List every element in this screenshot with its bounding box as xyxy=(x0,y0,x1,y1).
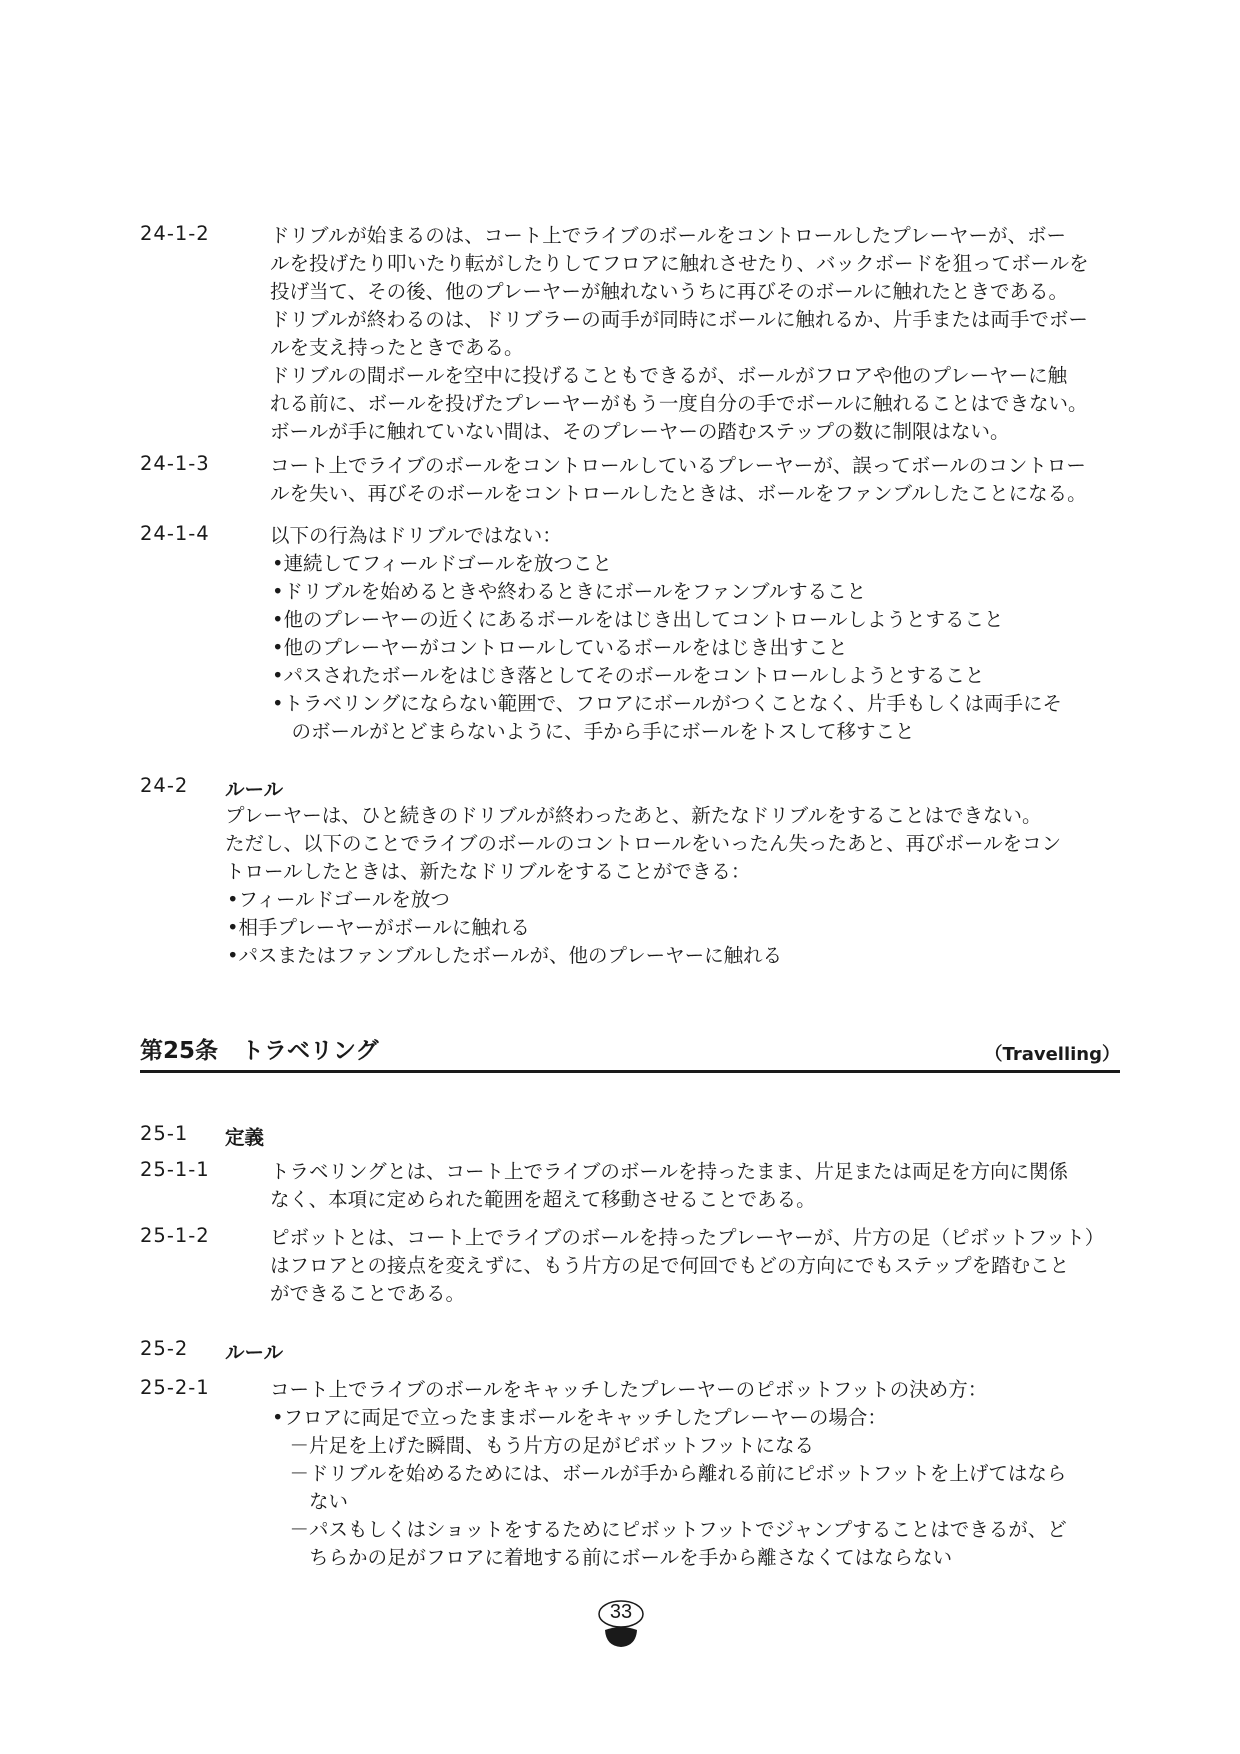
list-item: •連続してフィールドゴールを放つこと xyxy=(272,552,612,575)
text-line: はフロアとの接点を変えずに、もう片方の足で何回でもどの方向にでもステップを踏むこと xyxy=(270,1254,1070,1277)
list-item: •パスされたボールをはじき落としてそのボールをコントロールしようとすること xyxy=(272,664,985,687)
section-text xyxy=(270,1224,1120,1308)
list-item: •フィールドゴールを放つ xyxy=(227,888,450,911)
text-line: ピボットとは、コート上でライブのボールを持ったプレーヤーが、片方の足（ピボットフット） xyxy=(270,1226,1105,1249)
text-line: ドリブルの間ボールを空中に投げることもできるが、ボールがフロアや他のプレーヤーに触 xyxy=(270,364,1068,387)
section-text xyxy=(270,1376,1120,1572)
section-number: 25-2-1 xyxy=(140,1376,210,1399)
list-item: のボールがとどまらないように、手から手にボールをトスして移すこと xyxy=(272,720,915,743)
text-line: ボールが手に触れていない間は、そのプレーヤーの踏むステップの数に制限はない。 xyxy=(270,420,1010,443)
article-title: 第25条 トラベリング xyxy=(140,1038,379,1064)
section-text xyxy=(270,452,1120,508)
section-heading: ルール xyxy=(225,1341,284,1364)
section-text xyxy=(270,222,1120,446)
text-line: 以下の行為はドリブルではない： xyxy=(270,524,562,547)
page-number-text: 33 xyxy=(609,1601,633,1623)
section-number: 25-1-2 xyxy=(140,1224,210,1247)
text-line: 投げ当て、その後、他のプレーヤーが触れないうちに再びそのボールに触れたときである。 xyxy=(270,280,1068,303)
list-item: •他のプレーヤーがコントロールしているボールをはじき出すこと xyxy=(272,636,848,659)
list-item: •他のプレーヤーの近くにあるボールをはじき出してコントロールしようとすること xyxy=(272,608,1004,631)
article-heading xyxy=(140,1030,1120,1073)
text-line: コート上でライブのボールをキャッチしたプレーヤーのピボットフットの決め方： xyxy=(270,1378,988,1401)
sub-list-item: －片足を上げた瞬間、もう片方の足がピボットフットになる xyxy=(270,1434,815,1457)
text-line: ドリブルが始まるのは、コート上でライブのボールをコントロールしたプレーヤーが、ボー xyxy=(270,224,1066,247)
text-line: ただし、以下のことでライブのボールのコントロールをいったん失ったあと、再びボールをコン xyxy=(225,832,1062,855)
text-line: トラベリングとは、コート上でライブのボールを持ったまま、片足または両足を方向に関係 xyxy=(270,1160,1068,1183)
text-line: れる前に、ボールを投げたプレーヤーがもう一度自分の手でボールに触れることはできない。 xyxy=(270,392,1088,415)
section-heading: 定義 xyxy=(225,1126,265,1149)
list-item: •ドリブルを始めるときや終わるときにボールをファンブルすること xyxy=(272,580,867,603)
text-line: ルを投げたり叩いたり転がしたりしてフロアに触れさせたり、バックボードを狙ってボールを xyxy=(270,252,1089,275)
section-number: 25-2 xyxy=(140,1337,189,1360)
list-item: •パスまたはファンブルしたボールが、他のプレーヤーに触れる xyxy=(227,944,783,967)
section-number: 24-1-2 xyxy=(140,222,210,245)
section-text xyxy=(270,1158,1120,1214)
page-number xyxy=(596,1600,646,1650)
section-number: 24-1-3 xyxy=(140,452,210,475)
article-english-title: （Travelling） xyxy=(984,1044,1120,1065)
list-item: •トラベリングにならない範囲で、フロアにボールがつくことなく、片手もしくは両手にそ xyxy=(272,692,1062,715)
text-line: ドリブルが終わるのは、ドリブラーの両手が同時にボールに触れるか、片手または両手でボー xyxy=(270,308,1088,331)
section-number: 24-1-4 xyxy=(140,522,210,545)
text-line: なく、本項に定められた範囲を超えて移動させることである。 xyxy=(270,1188,816,1211)
section-number: 25-1 xyxy=(140,1122,189,1145)
text-line: コート上でライブのボールをコントロールしているプレーヤーが、誤ってボールのコントロー xyxy=(270,454,1086,477)
section-text xyxy=(225,802,1120,970)
sub-list-item: ちらかの足がフロアに着地する前にボールを手から離さなくてはならない xyxy=(270,1546,953,1569)
section-number: 25-1-1 xyxy=(140,1158,210,1181)
sub-list-item: ない xyxy=(270,1490,349,1513)
sub-list-item: －パスもしくはショットをするためにピボットフットでジャンプすることはできるが、ど xyxy=(270,1518,1067,1541)
section-heading: ルール xyxy=(225,778,284,801)
text-line: プレーヤーは、ひと続きのドリブルが終わったあと、新たなドリブルをすることはできない。 xyxy=(225,804,1042,827)
text-line: ができることである。 xyxy=(270,1282,466,1305)
section-number: 24-2 xyxy=(140,774,189,797)
section-text xyxy=(270,522,1120,746)
sub-list-item: －ドリブルを始めるためには、ボールが手から離れる前にピボットフットを上げてはなら xyxy=(270,1462,1067,1485)
text-line: トロールしたときは、新たなドリブルをすることができる： xyxy=(225,860,751,883)
list-item: •相手プレーヤーがボールに触れる xyxy=(227,916,530,939)
text-line: ルを支え持ったときである。 xyxy=(270,336,524,359)
list-item: •フロアに両足で立ったままボールをキャッチしたプレーヤーの場合： xyxy=(272,1406,887,1429)
text-line: ルを失い、再びそのボールをコントロールしたときは、ボールをファンブルしたことになる。 xyxy=(270,482,1087,505)
